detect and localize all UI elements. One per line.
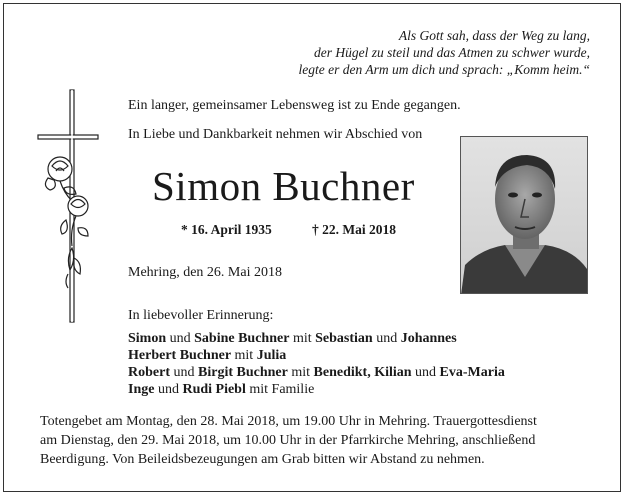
deceased-name: Simon Buchner [152,163,415,209]
cross-with-roses-icon [34,88,104,324]
death-date: † 22. Mai 2018 [312,222,396,237]
portrait-photo [460,136,588,294]
memory-heading: In liebevoller Erinnerung: [128,308,274,323]
birth-date: * 16. April 1935 [181,222,272,237]
quote-line-3: legte er den Arm um dich und sprach: „Komm heim.“ [298,62,590,77]
footer-line-2: am Dienstag, den 29. Mai 2018, um 10.00 Uhr in der Pfarrkirche Mehring, anschließend [40,433,536,448]
intro-line-1: Ein langer, gemeinsamer Lebensweg ist zu Ende gegangen. [128,98,461,113]
footer-line-3: Beerdigung. Von Beileidsbezeugungen am Grab bitten wir Abstand zu nehmen. [40,452,485,467]
family-line-1: Simon und Sabine Buchner mit Sebastian und Johannes [128,331,457,346]
intro-line-2: In Liebe und Dankbarkeit nehmen wir Abschied von [128,127,423,142]
family-line-2: Herbert Buchner mit Julia [128,348,287,363]
family-line-3: Robert und Birgit Buchner mit Benedikt, Kilian und Eva-Maria [128,365,505,380]
quote-line-2: der Hügel zu steil und das Atmen zu schwer wurde, [314,45,590,60]
place-date: Mehring, den 26. Mai 2018 [128,265,282,280]
quote-line-1: Als Gott sah, dass der Weg zu lang, [398,28,590,43]
family-line-4: Inge und Rudi Piebl mit Familie [128,382,315,397]
footer-line-1: Totengebet am Montag, den 28. Mai 2018, um 19.00 Uhr in Mehring. Trauergottesdienst [40,414,537,429]
